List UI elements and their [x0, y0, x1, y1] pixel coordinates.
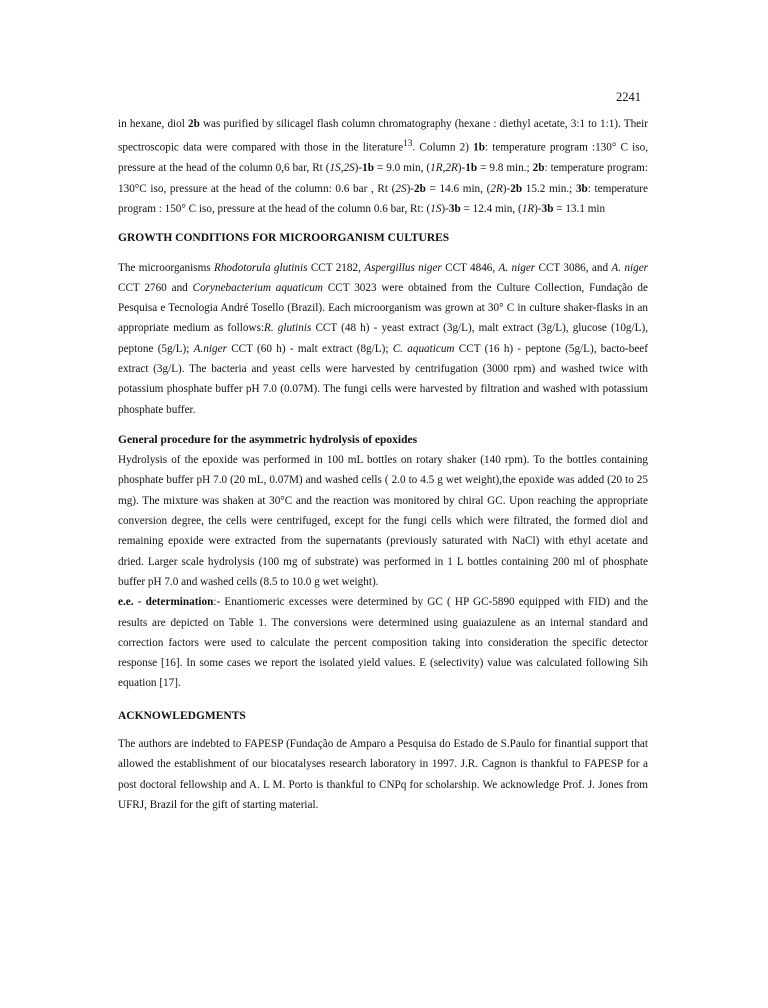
- article-body: [118, 114, 648, 815]
- hydrolysis-heading: General procedure for the asymmetric hydrolysis of epoxides: [118, 433, 418, 446]
- ee-paragraph: e.e. - determination:- Enantiomeric excesses were determined by GC ( HP GC-5890 equipped with FID) and the results are depicted on Table 1. The conversions were determined using guaiazulene as an internal standard and correction factors were used to calculate the percent composition taking into consideration the specific detector response [16]. In some cases we report the isolated yield values. E (selectivity) value was calculated following Sih equation [17].: [118, 596, 648, 690]
- acknowledgments-heading: ACKNOWLEDGMENTS: [118, 709, 246, 722]
- page-number: 2241: [616, 90, 641, 104]
- growth-paragraph: The microorganisms Rhodotorula glutinis CCT 2182, Aspergillus niger CCT 4846, A. niger CCT 3086, and A. niger CCT 2760 and Corynebacterium aquaticum CCT 3023 were obtained from the Culture Collection, Fundação de Pesquisa e Tecnologia André Tosello (Brazil). Each microorganism was grown at 30° C in culture shaker-flasks in an appropriate medium as follows:R. glutinis CCT (48 h) - yeast extract (3g/L), malt extract (3g/L), glucose (10g/L), peptone (5g/L); A.niger CCT (60 h) - malt extract (8g/L); C. aquaticum CCT (16 h) - peptone (5g/L), bacto-beef extract (3g/L). The bacteria and yeast cells were harvested by centrifugation (3000 rpm) and washed twice with potassium phosphate buffer pH 7.0 (0.07M). The fungi cells were harvested by filtration and washed with potassium phosphate buffer.: [118, 261, 649, 416]
- growth-heading: GROWTH CONDITIONS FOR MICROORGANISM CULTURES: [118, 232, 450, 245]
- citation-superscript: 13: [403, 139, 413, 150]
- acknowledgments-paragraph: The authors are indebted to FAPESP (Fundação de Amparo a Pesquisa do Estado de S.Paulo for finantial support that allowed the establishment of our biocatalyses research laboratory in 1997. J.R. Cagnon is thankful to FAPESP for a post doctoral fellowship and A. L M. Porto is thankful to CNPq for scholarship. We acknowledge Prof. J. Jones from UFRJ, Brazil for the gift of starting material.: [118, 738, 648, 811]
- ee-runin-heading: e.e. - determination: [118, 596, 214, 609]
- continued-paragraph: in hexane, diol 2b was purified by silicagel flash column chromatography (hexane : diethyl acetate, 3:1 to 1:1). Their spectroscopic data were compared with those in the literature$^{13}$. Column 2) 1b: temperature program :130° C iso, pressure at the head of the column 0,6 bar, Rt (1S,2S)-1b = 9.0 min, (1R,2R)-1b = 9.8 min.; 2b: temperature program: 130°C iso, pressure at the head of the column: 0.6 bar , Rt (2S)-2b = 14.6 min, (2R)-2b 15.2 min.; 3b: temperature program : 150° C iso, pressure at the head of the column 0.6 bar, Rt: (1S)-3b = 12.4 min, (1R)-3b = 13.1 min: [118, 118, 649, 215]
- hydrolysis-paragraph: Hydrolysis of the epoxide was performed in 100 mL bottles on rotary shaker (140 rpm). To the bottles containing phosphate buffer pH 7.0 (20 mL, 0.07M) and washed cells ( 2.0 to 4.5 g wet weight),the epoxide was added (20 to 25 mg). The mixture was shaken at 30°C and the reaction was monitored by chiral GC. Upon reaching the appropriate conversion degree, the cells were centrifuged, except for the fungi cells which were filtrated, the formed diol and remaining epoxide were extracted from the supernatants (previously saturated with NaCl) with ethyl acetate and dried. Larger scale hydrolysis (100 mg of substrate) was performed in 1 L bottles containing 200 ml of phosphate buffer pH 7.0 and washed cells (8.5 to 10.0 g wet weight).: [118, 454, 648, 588]
